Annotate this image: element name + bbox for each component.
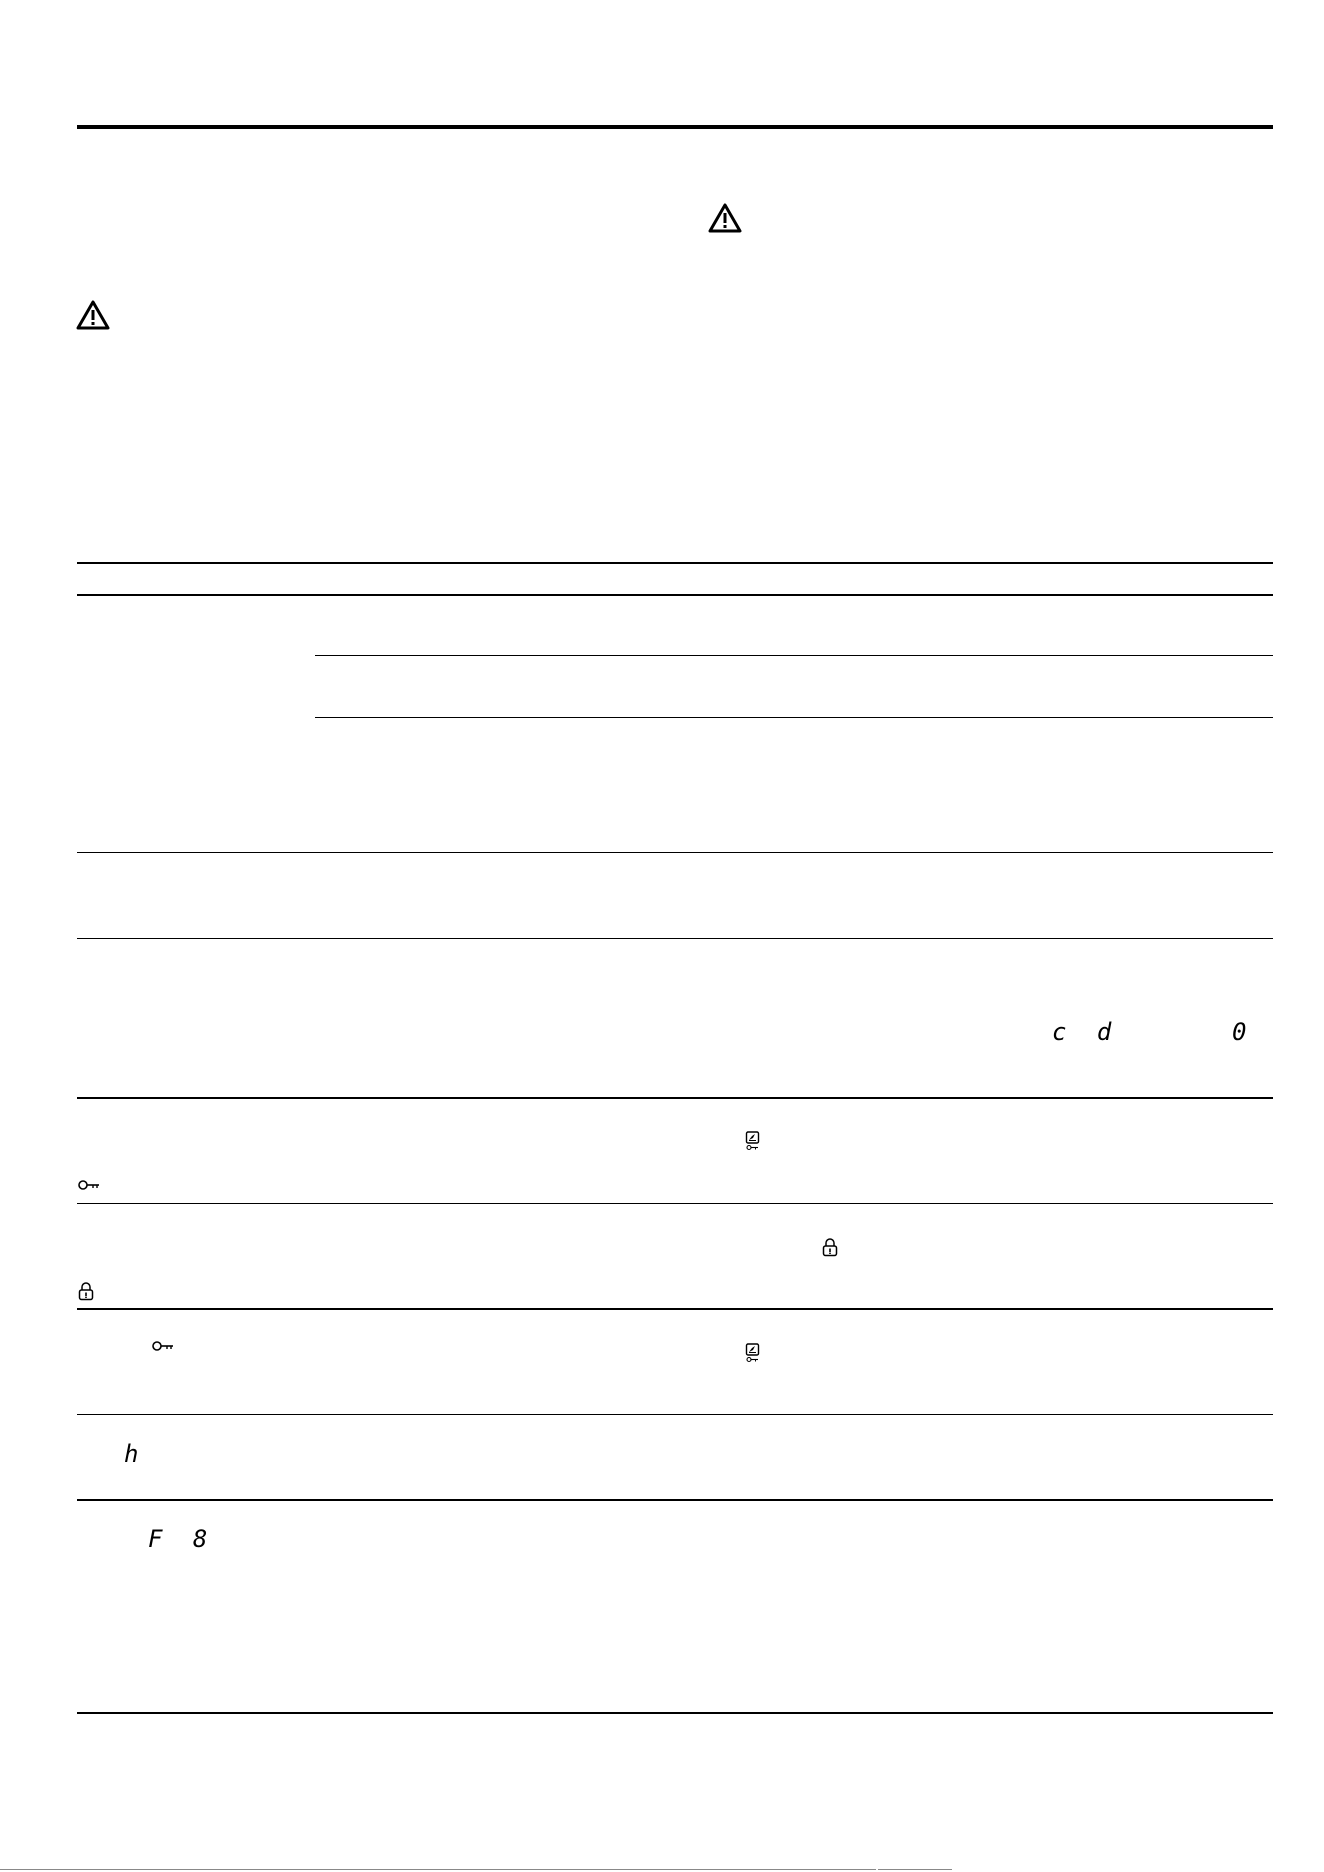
table-row-rule xyxy=(77,852,1273,853)
table-subrow-rule xyxy=(315,717,1273,718)
padlock-icon xyxy=(822,1238,838,1257)
table-bottom-rule xyxy=(77,1712,1273,1714)
table-subrow-rule xyxy=(315,655,1273,656)
table-row-rule xyxy=(77,1414,1273,1415)
table-row-rule xyxy=(77,1499,1273,1501)
table-row-rule xyxy=(77,938,1273,939)
display-f8: F 8 xyxy=(148,1525,216,1553)
table-row-rule xyxy=(77,1308,1273,1310)
table-row-rule xyxy=(77,1097,1273,1099)
table-header-rule xyxy=(77,594,1273,596)
table-row-rule xyxy=(77,1203,1273,1204)
key-icon xyxy=(78,1179,100,1191)
bottom-edge-mark xyxy=(878,1869,952,1870)
header-rule xyxy=(77,125,1273,129)
wipe-protection-key-icon xyxy=(745,1131,761,1151)
warning-triangle-icon xyxy=(708,203,742,233)
padlock-icon xyxy=(78,1282,94,1301)
display-h: h xyxy=(124,1440,147,1468)
table-top-rule xyxy=(77,562,1273,564)
bottom-edge-mark xyxy=(0,1869,876,1870)
display-zero: 0 xyxy=(1232,1018,1255,1046)
wipe-protection-key-icon xyxy=(745,1343,761,1363)
display-cd: c d xyxy=(1052,1018,1120,1046)
warning-triangle-icon xyxy=(76,300,110,330)
key-icon xyxy=(152,1340,174,1352)
